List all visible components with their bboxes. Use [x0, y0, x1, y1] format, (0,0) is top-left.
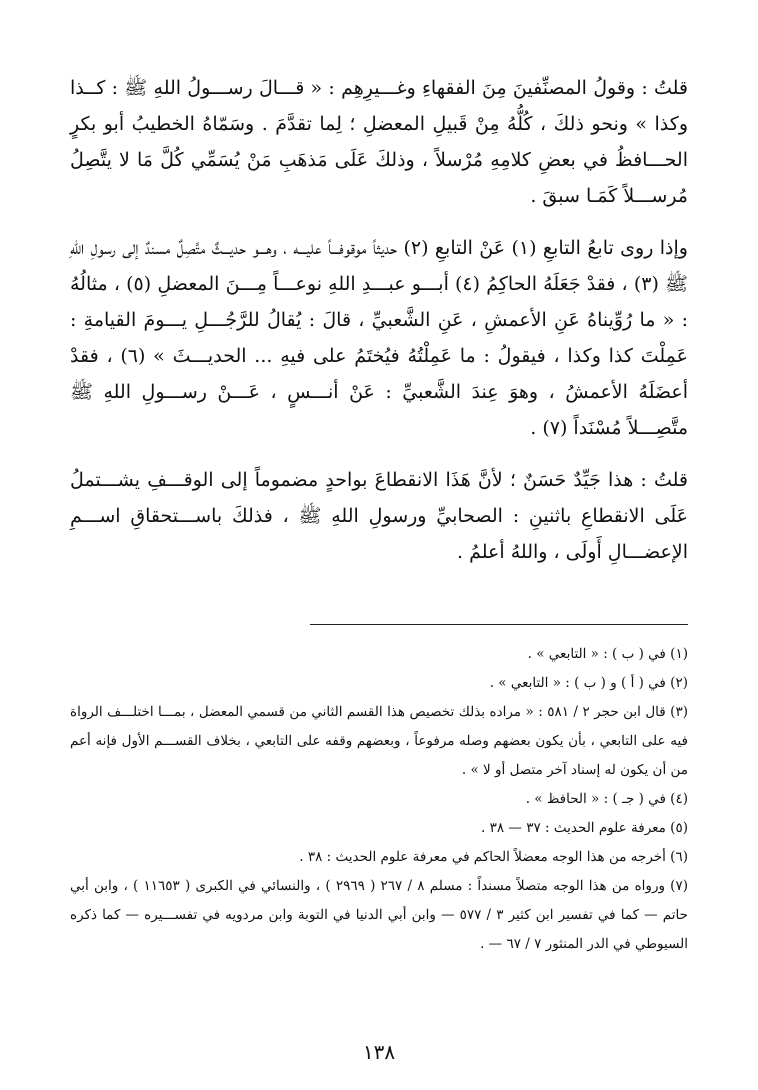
footnote-4: (٤) في ( جـ ) : « الحافظ » . — [525, 791, 688, 807]
footnote-1: (١) في ( ب ) : « التابعي » . — [527, 646, 688, 662]
paragraph-2: وإذا روى تابعُ التابعِ (١) عَنْ التابعِ (٢) حديثاً موقوفـــاً عليـــه ، وهـــو حديـــثٌ متَّصِلٌ مسندٌ إلى رسولِ اللهِ ﷺ (٣) ، فقدْ جَعَلَهُ الحاكِمُ (٤) أبـــو عبـــدِ اللهِ نوعـــاً مِـــنَ المعضلِ (٥) ، مثالُهُ : « ما رُوِّيناهُ عَنِ الأعمشِ ، عَنِ الشَّعبيِّ ، قالَ : يُقالُ للرَّجُـــلِ يـــومَ القيامةِ : عَمِلْتَ كذا وكذا ، فيقولُ : ما عَمِلْتُهُ فيُختَمُ على فيهِ ... الحديـــثَ » (٦) ، فقدْ أعضَلَهُ الأعمشُ ، وهوَ عِندَ الشَّعبيِّ : عَنْ أنـــسٍ ، عَـــنْ رســـولِ اللهِ ﷺ متَّصِـــلاً مُسْنَداً (٧) . — [70, 237, 689, 439]
paragraph-1: قلتُ : وقولُ المصنِّفينَ مِنَ الفقهاءِ وغـــيرِهِم : « قـــالَ رســـولُ اللهِ ﷺ : كــذا وكذا » ونحو ذلكَ ، كُلُّهُ مِنْ قَبيلِ المعضلِ ؛ لِما تقدَّمَ . وسَمّاهُ الخطيبُ أبو بكرٍ الحـــافظُ في بعضِ كلامِهِ مُرْسلاً ، وذلكَ عَلَى مَذهَبِ مَنْ يُسَمِّي كُلَّ مَا لا يتَّصِلُ مُرســـلاً كَمَـا سبقَ . — [70, 77, 688, 207]
main-text — [70, 70, 688, 586]
footnote-6: (٦) أخرجه من هذا الوجه معضلاً الحاكم في معرفة علوم الحديث : ٣٨ . — [299, 849, 688, 865]
page-number: ١٣٨ — [362, 1040, 396, 1064]
footnotes — [70, 640, 688, 959]
paragraph-3: قلتُ : هذا جَيِّدٌ حَسَنٌ ؛ لأنَّ هَذَا الانقطاعَ بواحدٍ مضموماً إلى الوقـــفِ يشـــتملُ عَلَى الانقطاعِ باثنينِ : الصحابيِّ ورسولِ اللهِ ﷺ ، فذلكَ باســـتحقاقِ اســـمِ الإعضـــالِ أَولَى ، واللهُ أعلمُ . — [70, 469, 688, 563]
footnote-divider — [310, 624, 688, 625]
footnote-2: (٢) في ( أ ) و ( ب ) : « التابعي » . — [489, 675, 688, 691]
footnote-3: (٣) قال ابن حجر ٢ / ٥٨١ : « مراده بذلك تخصيص هذا القسم الثاني من قسمي المعضل ، بمـــا اختلـــف الرواة فيه على التابعي ، بأن يكون بعضهم وصله مرفوعاً ، وبعضهم وقفه على التابعي ، بخلاف القســـم الأول فإنه أعم من أن يكون له إسناد آخر متصل أو لا » . — [70, 704, 688, 778]
footnote-7: (٧) ورواه من هذا الوجه متصلاً مسنداً : مسلم ٨ / ٢٦٧ ( ٢٩٦٩ ) ، والنسائي في الكبرى ( ١١٦٥٣ ) ، وابن أبي حاتم — كما في تفسير ابن كثير ٣ / ٥٧٧ — وابن أبي الدنيا في التوبة وابن مردويه في تفســـيره — كما ذكره السيوطي في الدر المنثور ٧ / ٦٧ — . — [70, 878, 688, 952]
footnote-5: (٥) معرفة علوم الحديث : ٣٧ — ٣٨ . — [481, 820, 688, 836]
